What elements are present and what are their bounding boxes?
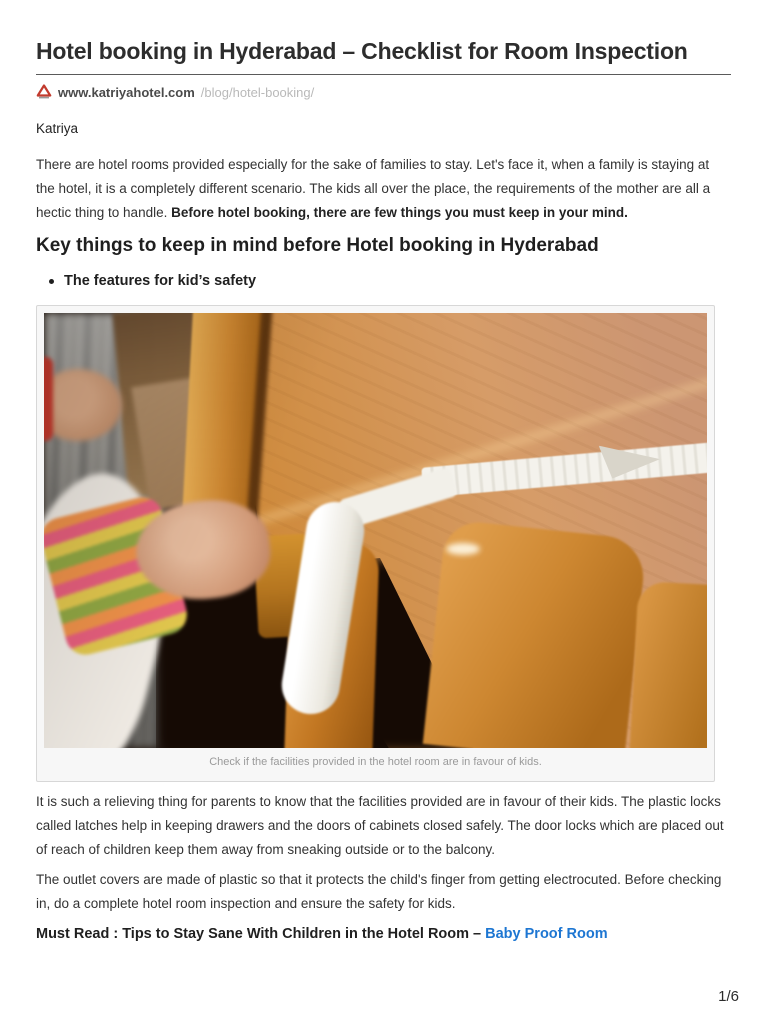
intro-text: There are hotel rooms provided especially for the sake of families to stay. Let's face it, when a family is staying at the hotel, it is a completely different scenario. The kids all over the place, the requirements of the mother are all a hectic thing to handle. <box>36 157 711 220</box>
page-number: 1/6 <box>718 988 739 1005</box>
figure-caption: Check if the facilities provided in the hotel room are in favour of kids. <box>209 756 542 768</box>
must-read-label: Must Read : Tips to Stay Sane With Children in the Hotel Room – <box>36 926 486 942</box>
drawer-safety-latch-photo <box>44 313 707 748</box>
source-path: /blog/hotel-booking/ <box>200 84 315 100</box>
list-item <box>36 273 731 289</box>
article-figure <box>36 305 715 782</box>
byline: Katriya <box>36 121 79 136</box>
bullet-dot <box>49 279 54 284</box>
article-page <box>0 36 768 945</box>
source-domain: www.katriyahotel.com <box>58 84 195 100</box>
section-heading: Key things to keep in mind before Hotel booking in Hyderabad <box>36 235 599 256</box>
intro-paragraph <box>36 153 731 225</box>
body-paragraph-2: The outlet covers are made of plastic so that it protects the child's finger from getting electrocuted. Before checking in, do a complete hotel room inspection and ensure the safety for kids. <box>36 872 722 911</box>
baby-proof-room-link[interactable]: Baby Proof Room <box>485 926 608 942</box>
key-points-list <box>36 273 731 289</box>
page-title: Hotel booking in Hyderabad – Checklist for Room Inspection <box>36 38 688 64</box>
must-read-line <box>36 923 731 945</box>
title-divider <box>36 74 731 75</box>
source-row <box>36 84 731 100</box>
photo-vignette <box>44 313 707 748</box>
list-item-label: The features for kid’s safety <box>64 273 257 289</box>
intro-bold-text: Before hotel booking, there are few things you must keep in your mind. <box>171 205 628 220</box>
body-paragraph-1: It is such a relieving thing for parents to know that the facilities provided are in favour of their kids. The plastic locks called latches help in keeping drawers and the doors of cabinets closed safely. The door locks which are placed out of reach of children keep them away from sneaking outside or to the balcony. <box>36 794 724 857</box>
katriya-logo-icon <box>36 84 52 100</box>
